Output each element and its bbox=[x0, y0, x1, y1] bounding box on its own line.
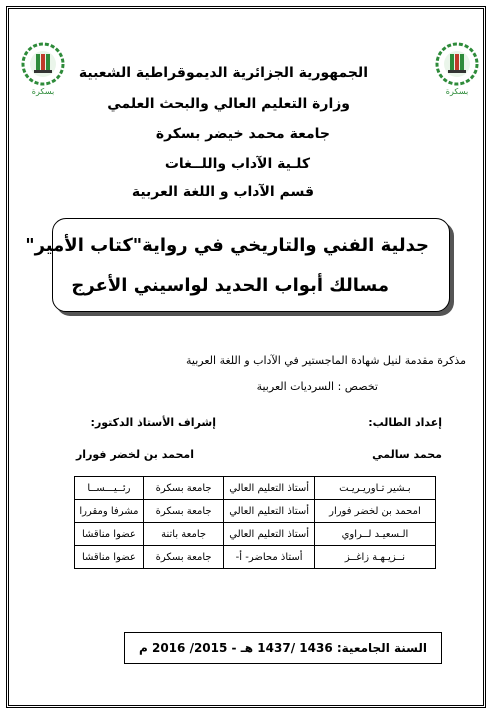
memo-specialty: تخصص : السرديات العربية bbox=[256, 380, 378, 393]
jury-rank: أستاذ التعليم العالي bbox=[224, 500, 315, 523]
thesis-title-line-1: جدلية الفني والتاريخي في رواية"كتاب الأمير" bbox=[25, 235, 429, 256]
logo-caption: بسكرة bbox=[445, 87, 469, 96]
ministry-heading: وزارة التعليم العالي والبحث العلمي bbox=[107, 96, 350, 112]
jury-university: جامعة بسكرة bbox=[143, 477, 224, 500]
table-row bbox=[75, 500, 436, 523]
student-label: إعداد الطالب: bbox=[368, 416, 442, 429]
university-heading: جامعة محمد خيضر بسكرة bbox=[155, 126, 330, 142]
jury-university: جامعة بسكرة bbox=[143, 500, 224, 523]
faculty-heading: كلـية الآداب واللــغات bbox=[164, 156, 310, 172]
jury-name: امحمد بن لخضر فورار bbox=[314, 500, 435, 523]
table-row bbox=[75, 523, 436, 546]
university-logo-left bbox=[12, 40, 74, 98]
jury-role: عضوا مناقشا bbox=[75, 523, 144, 546]
supervisor-label: إشراف الأستاذ الدكتور: bbox=[90, 416, 216, 429]
thesis-title-line-2: مسالك أبواب الحديد لواسيني الأعرج bbox=[71, 275, 389, 296]
supervisor-name: امحمد بن لخضر فورار bbox=[75, 448, 194, 461]
academic-year-box: السنة الجامعية: 1436 /1437 هـ - 2015/ 2016 م bbox=[124, 632, 442, 664]
jury-university: جامعة بسكرة bbox=[143, 546, 224, 569]
republic-heading: الجمهورية الجزائرية الديموقراطية الشعبية bbox=[78, 65, 368, 81]
memo-purpose: مذكرة مقدمة لنيل شهادة الماجستير في الآداب و اللغة العربية bbox=[186, 354, 466, 367]
jury-role: عضوا مناقشا bbox=[75, 546, 144, 569]
table-row bbox=[75, 477, 436, 500]
table-row bbox=[75, 546, 436, 569]
jury-name: نــزيـهـة زاغــز bbox=[314, 546, 435, 569]
thesis-title-box bbox=[25, 218, 454, 316]
jury-role: مشرفا ومقررا bbox=[75, 500, 144, 523]
jury-role: رئــيـــســا bbox=[75, 477, 144, 500]
logo-caption: بسكرة bbox=[31, 87, 55, 96]
jury-university: جامعة باتنة bbox=[143, 523, 224, 546]
jury-name: الـسعيـد لــراوي bbox=[314, 523, 435, 546]
jury-table bbox=[74, 476, 436, 569]
university-logo-right bbox=[426, 40, 488, 98]
title-frame bbox=[25, 218, 450, 312]
jury-name: بـشير تـاوريـريـت bbox=[314, 477, 435, 500]
department-heading: قسم الآداب و اللغة العربية bbox=[131, 184, 314, 200]
student-name: محمد سالمي bbox=[372, 448, 442, 461]
jury-rank: أستاذ محاضر- أ- bbox=[224, 546, 315, 569]
jury-rank: أستاذ التعليم العالي bbox=[224, 523, 315, 546]
jury-rank: أستاذ التعليم العالي bbox=[224, 477, 315, 500]
